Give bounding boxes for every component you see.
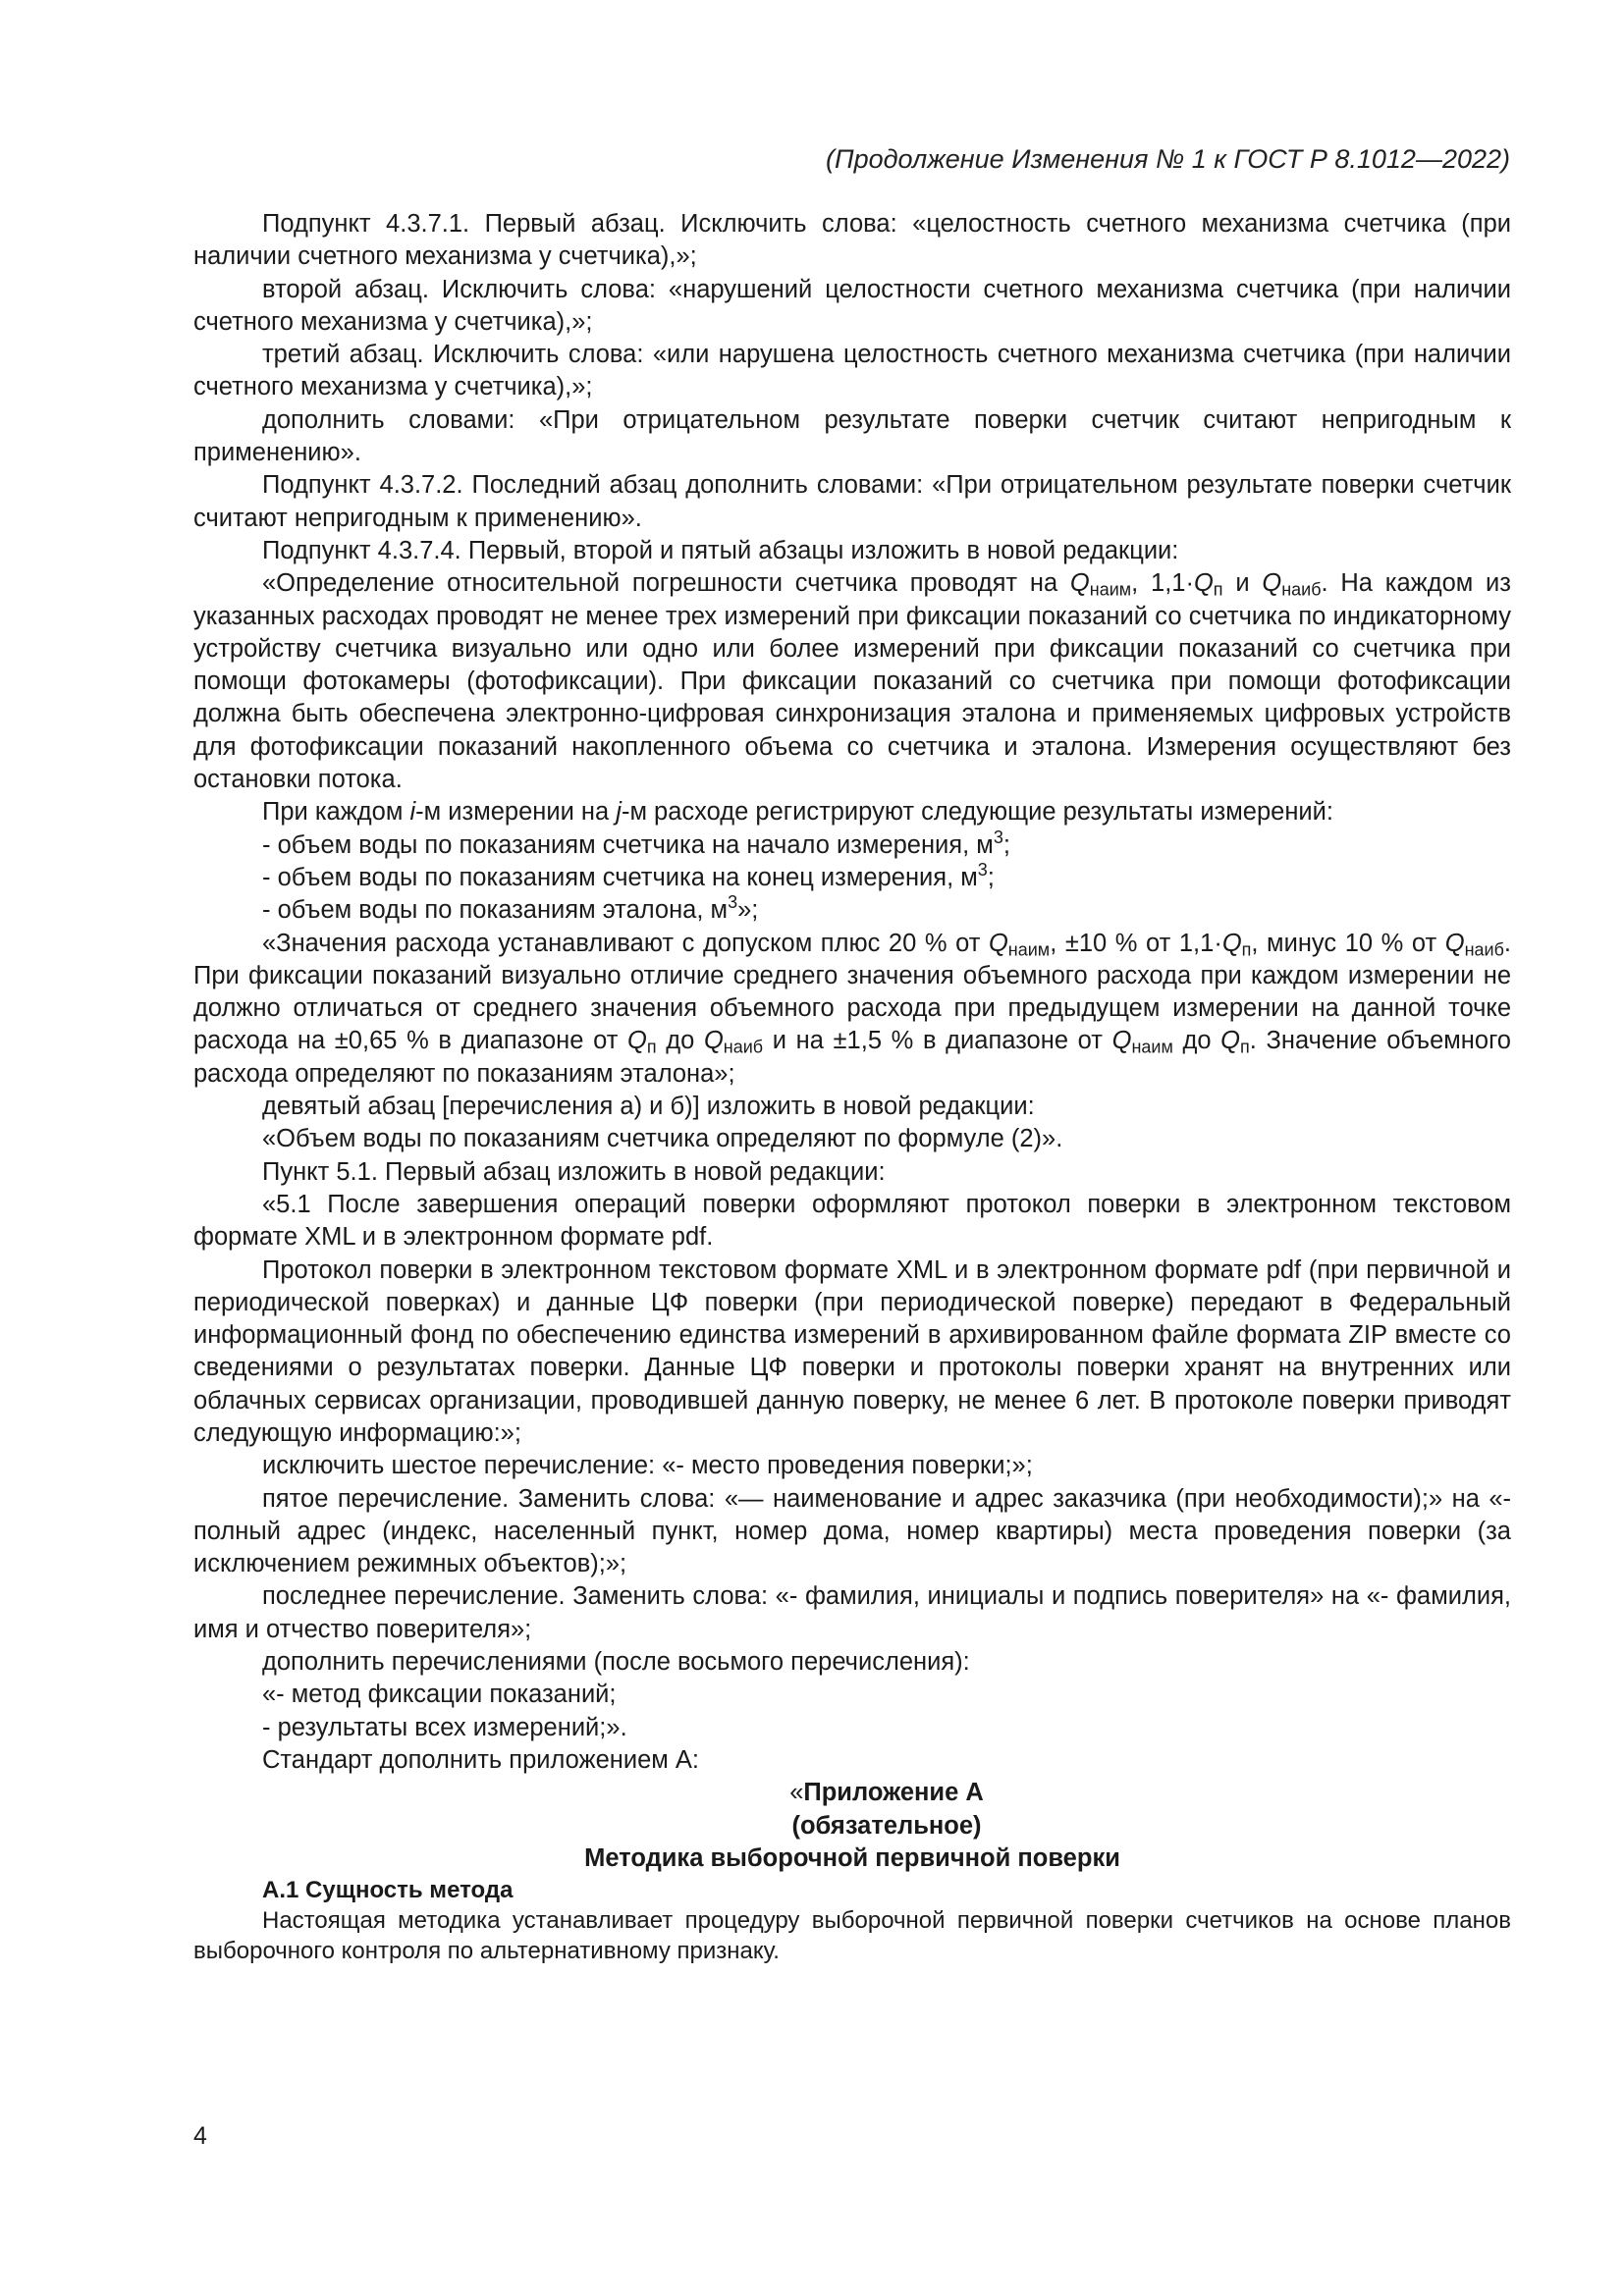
paragraph-flow-values — [193, 928, 1511, 1091]
paragraph: пятое перечисление. Заменить слова: «— наименование и адрес заказчика (при необходимости);» на «- полный адрес (индекс, населенный пункт, номер дома, номер квартиры) места проведения поверки (за исключением режимных объектов);»; — [193, 1484, 1511, 1578]
paragraph: исключить шестое перечисление: «- место проведения поверки;»; — [262, 1452, 1033, 1480]
text-run: и — [1222, 569, 1263, 598]
superscript: 3 — [993, 827, 1003, 847]
subscript: наим — [1131, 1037, 1173, 1057]
document-body — [193, 208, 1511, 1966]
q-symbol: Q — [988, 929, 1008, 957]
page-number: 4 — [193, 2122, 207, 2150]
subscript: наим — [1007, 939, 1051, 960]
paragraph: второй абзац. Исключить слова: «нарушений целостности счетного механизма счетчика (при наличии счетного механизма у счетчика),»; — [193, 275, 1511, 336]
paragraph: «Объем воды по показаниям счетчика определяют по формуле (2)». — [262, 1125, 1063, 1153]
q-symbol: Q — [703, 1027, 724, 1055]
q-symbol: Q — [1193, 569, 1214, 598]
text-run: При каждом — [262, 798, 410, 827]
list-item: «- метод фиксации показаний; — [262, 1681, 617, 1709]
list-item — [193, 862, 1511, 894]
paragraph: девятый абзац [перечисления а) и б)] изложить в новой редакции: — [262, 1093, 1035, 1121]
paragraph — [193, 796, 1511, 828]
text-run: . Значение объемного расхода определяют по показаниям эталона»; — [193, 1027, 1511, 1088]
text-run: и на ±1,5 % в диапазоне от — [763, 1027, 1112, 1055]
superscript: 3 — [977, 860, 988, 881]
text-run: - объем воды по показаниям счетчика на конец измерения, м — [262, 863, 978, 891]
list-item: - результаты всех измерений;». — [262, 1713, 627, 1741]
appendix-title-text: Приложение А — [803, 1779, 984, 1807]
q-symbol: Q — [1262, 569, 1282, 598]
paragraph: дополнить перечислениями (после восьмого перечисления): — [262, 1648, 970, 1677]
subscript: п — [646, 1037, 657, 1057]
text-run: - объем воды по показаниям эталона, м — [262, 896, 729, 925]
list-item — [193, 894, 1511, 927]
text-run: -м измерении на — [415, 798, 617, 827]
subscript: наиб — [1464, 939, 1504, 960]
paragraph: Подпункт 4.3.7.2. Последний абзац дополнить словами: «При отрицательном результате поверки счетчик считают непригодным к применению». — [193, 471, 1511, 532]
j-symbol: j — [616, 798, 622, 827]
text-run: - объем воды по показаниям счетчика на начало измерения, м — [262, 830, 994, 859]
subscript: наим — [1089, 579, 1132, 600]
q-symbol: Q — [1111, 1027, 1132, 1055]
open-quote: « — [789, 1779, 804, 1807]
paragraph: Подпункт 4.3.7.4. Первый, второй и пятый абзацы изложить в новой редакции: — [262, 536, 1179, 564]
section-heading: А.1 Сущность метода — [262, 1877, 514, 1904]
text-run: , минус 10 % от — [1251, 929, 1445, 957]
paragraph: Протокол поверки в электронном текстовом формате XML и в электронном формате pdf (при первичной и периодической поверках) и данные ЦФ поверки (при периодической поверке) передают в Федеральный информационный фонд по обеспечению единства измерений в архивированном файле формата ZIP вместе со сведениями о результатах поверки. Данные ЦФ поверки и протоколы поверки хранят на внутренних или облачных сервисах организации, проводившей данную поверку, не менее 6 лет. В протоколе поверки приводят следующую информацию:»; — [193, 1255, 1511, 1447]
text-run: ; — [1002, 830, 1010, 859]
q-symbol: Q — [1069, 569, 1090, 598]
q-symbol: Q — [1220, 1027, 1241, 1055]
paragraph: Пункт 5.1. Первый абзац изложить в новой редакции: — [262, 1157, 886, 1186]
running-header: (Продолжение Изменения № 1 к ГОСТ Р 8.1012—2022) — [826, 144, 1510, 174]
paragraph: «5.1 После завершения операций поверки оформляют протокол поверки в электронном текстовом формате XML и в электронном формате pdf. — [193, 1190, 1511, 1252]
q-symbol: Q — [1221, 929, 1242, 957]
i-symbol: i — [409, 798, 416, 827]
text-run: ; — [987, 863, 995, 891]
text-run: до — [656, 1027, 704, 1055]
subscript: п — [1240, 1037, 1250, 1057]
appendix-status: (обязательное) — [791, 1811, 982, 1840]
q-symbol: Q — [627, 1027, 647, 1055]
text-run: , 1,1· — [1131, 569, 1194, 598]
text-run: »; — [737, 896, 759, 925]
section-text: Настоящая методика устанавливает процедуру выборочной первичной поверки счетчиков на основе планов выборочного контроля по альтернативному признаку. — [193, 1907, 1511, 1965]
subscript: п — [1213, 579, 1223, 600]
text-run: -м расходе регистрируют следующие результаты измерений: — [621, 798, 1333, 827]
q-symbol: Q — [1444, 929, 1465, 957]
method-title: Методика выборочной первичной поверки — [584, 1843, 1120, 1872]
text-run: , ±10 % от 1,1· — [1050, 929, 1222, 957]
subscript: п — [1241, 939, 1252, 960]
paragraph: дополнить словами: «При отрицательном результате поверки счетчик считают непригодным к применению». — [193, 405, 1511, 467]
text-run: . При фиксации показаний визуально отличие среднего значения объемного расхода при каждом измерении не должно отличаться от среднего значения объемного расхода при предыдущем измерении на данной точке расхода на ±0,65 % в диапазоне от — [193, 929, 1511, 1055]
text-run: до — [1172, 1027, 1221, 1055]
paragraph: Подпункт 4.3.7.1. Первый абзац. Исключить слова: «целостность счетного механизма счетчика (при наличии счетного механизма у счетчика),»; — [193, 210, 1511, 271]
subscript: наиб — [723, 1037, 764, 1057]
superscript: 3 — [728, 892, 738, 913]
appendix-title — [193, 1777, 1511, 1809]
paragraph-definition — [193, 567, 1511, 796]
text-run: . На каждом из указанных расходах проводят не менее трех измерений при фиксации показаний со счетчика по индикаторному устройству счетчика визуально или одно или более измерений при фиксации показаний со счетчика при помощи фотокамеры (фотофиксации). При фиксации показаний со счетчика при помощи фотофиксации должна быть обеспечена электронно-цифровая синхронизация эталона и применяемых цифровых устройств для фотофиксации показаний накопленного объема со счетчика и эталона. Измерения осуществляют без остановки потока. — [193, 569, 1511, 794]
paragraph: третий абзац. Исключить слова: «или нарушена целостность счетного механизма счетчика (при наличии счетного механизма у счетчика),»; — [193, 341, 1511, 401]
subscript: наиб — [1281, 579, 1322, 600]
text-run: «Определение относительной погрешности счетчика проводят на — [262, 569, 1070, 598]
text-run: «Значения расхода устанавливают с допуском плюс 20 % от — [262, 929, 989, 957]
paragraph: последнее перечисление. Заменить слова: «- фамилия, инициалы и подпись поверителя» на «- фамилия, имя и отчество поверителя»; — [193, 1582, 1511, 1643]
list-item — [193, 829, 1511, 862]
paragraph: Стандарт дополнить приложением А: — [262, 1745, 700, 1774]
